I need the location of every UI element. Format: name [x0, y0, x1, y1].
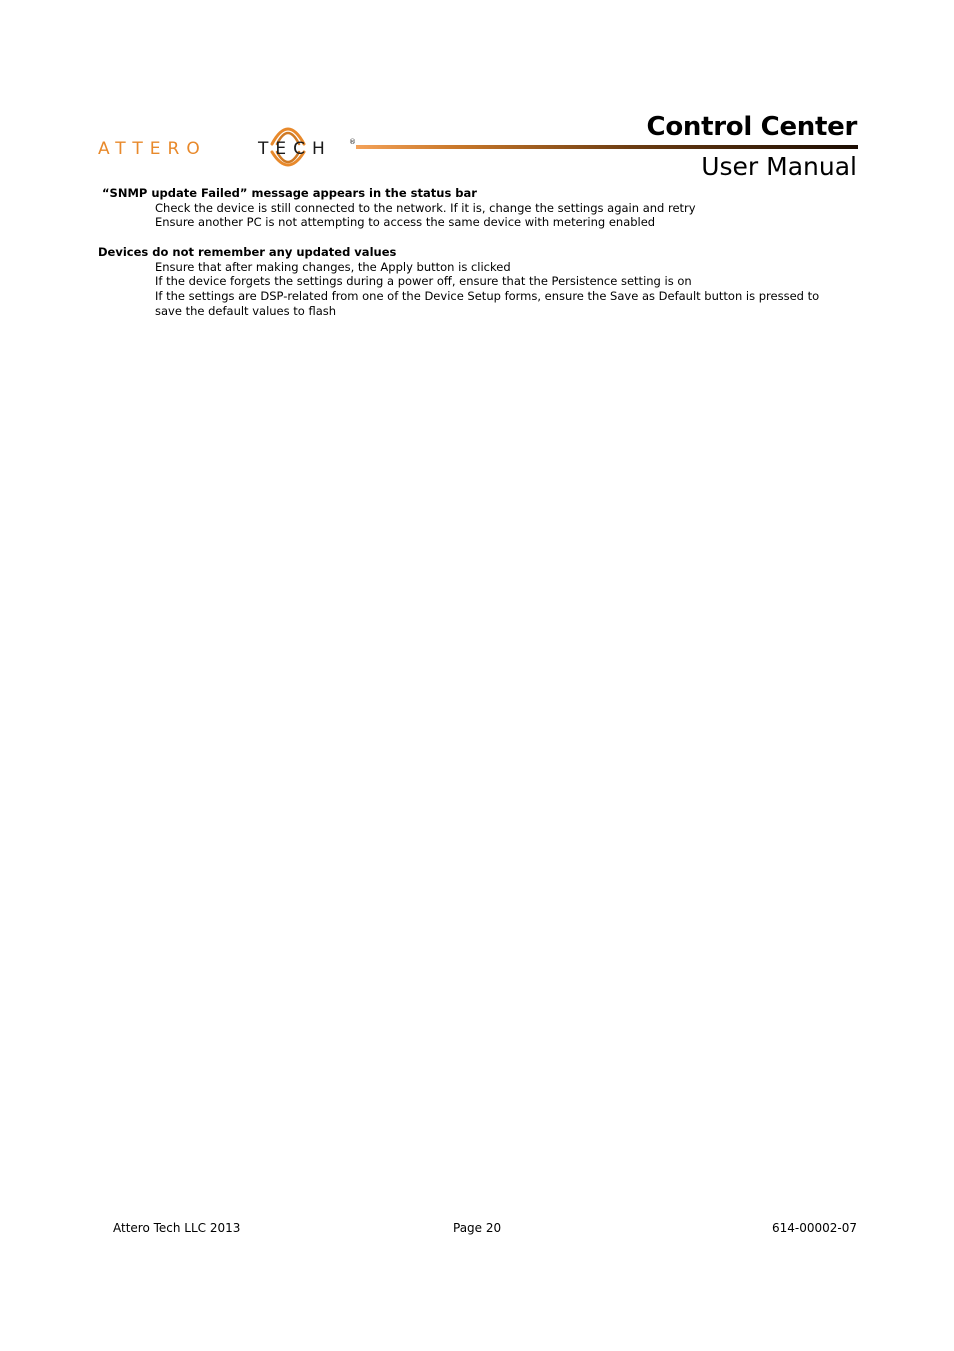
logo-text-attero: ATTERO [98, 139, 207, 159]
document-subtitle: User Manual [701, 152, 857, 181]
header-rule [356, 145, 858, 149]
logo-wordmark [98, 139, 332, 159]
document-title: Control Center [646, 112, 857, 142]
footer-document-number: 614-00002-07 [771, 1221, 857, 1235]
section-line: Ensure that after making changes, the Apply button is clicked [155, 260, 511, 274]
section-line: Ensure another PC is not attempting to access the same device with metering enabled [155, 215, 656, 229]
section-line: save the default values to flash [155, 304, 337, 318]
section-line: Check the device is still connected to the network. If it is, change the settings again and retry [155, 201, 696, 215]
footer-company: Attero Tech LLC 2013 [113, 1221, 241, 1235]
section-line: If the settings are DSP-related from one of the Device Setup forms, ensure the Save as Default button is pressed to [155, 289, 820, 303]
logo-text-tech: TECH [258, 139, 332, 159]
atterotech-logo [96, 116, 358, 178]
section-line: If the device forgets the settings during a power off, ensure that the Persistence setting is on [155, 274, 692, 288]
section-heading: Devices do not remember any updated values [98, 245, 397, 259]
logo-registered-mark: ® [349, 138, 356, 146]
footer-page-number: Page 20 [453, 1221, 502, 1235]
section-heading: “SNMP update Failed” message appears in the status bar [102, 186, 477, 200]
